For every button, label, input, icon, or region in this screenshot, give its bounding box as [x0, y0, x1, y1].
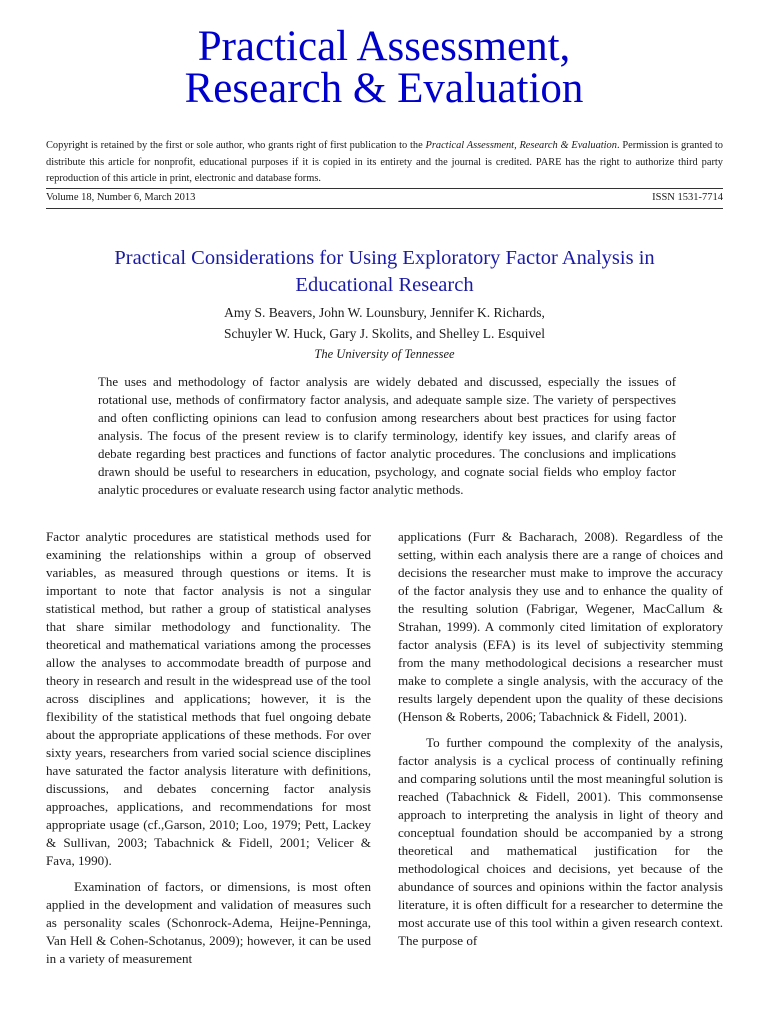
- divider-top: [46, 188, 723, 189]
- article-title: [46, 245, 723, 299]
- author-block: [46, 302, 723, 365]
- body-paragraph: Examination of factors, or dimensions, is most often applied in the development and validation of measures such as personality scales (Schonrock-Adema, Heijne-Penninga, Van Hell & Cohen-Schotanus, 2009); however, it can be used in a variety of measurement: [46, 879, 371, 966]
- journal-title-line-2: Research & Evaluation: [184, 65, 584, 112]
- affiliation: The University of Tennessee: [314, 347, 455, 361]
- article-title-line-1: Practical Considerations for Using Exploratory Factor Analysis in: [114, 247, 655, 269]
- issue-info-row: [46, 190, 723, 206]
- body-paragraph: To further compound the complexity of the analysis, factor analysis is a cyclical process of continually refining and comparing solutions until the most meaningful solution is reached (Tabachnick & Fidell, 2001). This commonsense approach to interpreting the analysis in light of theory and conceptual foundation should be accompanied by a strong theoretical and mathematical justification for the methodological choices and decisions, yet because of the abundance of sources and opinions within the factor analysis literature, it is often difficult for a researcher to determine the most accurate use of this tool within a given research context. The purpose of: [398, 735, 723, 948]
- divider-bottom: [46, 208, 723, 209]
- issn: ISSN 1531-7714: [652, 192, 723, 203]
- journal-title: [0, 23, 768, 112]
- copyright-text-1: Copyright is retained by the first or sole author, who grants right of first publication to the: [46, 140, 426, 151]
- body-column-right: [398, 528, 723, 950]
- copyright-journal-name: Practical Assessment, Research & Evaluation: [425, 140, 617, 151]
- abstract: The uses and methodology of factor analysis are widely debated and discussed, especially the issues of rotational use, methods of confirmatory factor analysis, and adequate sample size. The variety of perspectives and often conflicting opinions can lead to confusion among researchers about best practices for using factor analysis. The focus of the present review is to clarify terminology, identify key issues, and clarify areas of debate regarding best practices and functions of factor analytic procedures. The conclusions and implications drawn should be useful to researchers in education, psychology, and cognate social fields who employ factor analytic procedures or evaluate research using factor analytic methods.: [98, 375, 676, 497]
- authors-line-1: Amy S. Beavers, John W. Lounsbury, Jennifer K. Richards,: [224, 305, 545, 320]
- article-title-line-2: Educational Research: [295, 274, 474, 296]
- copyright-notice: [46, 138, 723, 188]
- body-column-left: [46, 528, 371, 968]
- body-paragraph: Factor analytic procedures are statistical methods used for examining the relationships within a group of observed variables, as measured through questions or items. It is important to note that factor analysis is not a singular statistical method, but rather a group of statistical analyses that share similar methodology and functionality. The theoretical and mathematical variations among the processes allow the analyses to accommodate breadth of purpose and theory in research and result in the widespread use of the tool across disciplines and applications; however, it is the flexibility of the statistical methods that fuel ongoing debate about the appropriate applications of these methods. For over sixty years, researchers from varied social science disciplines have saturated the factor analysis literature with definitions, discussions, and debates concerning factor analysis approaches, applications, and recommendations for most appropriate usage (cf.,Garson, 2010; Loo, 1979; Pett, Lackey & Sullivan, 2003; Tabachnick & Fidell, 2001; Velicer & Fava, 1990).: [46, 529, 371, 868]
- authors-line-2: Schuyler W. Huck, Gary J. Skolits, and Shelley L. Esquivel: [224, 326, 545, 341]
- journal-title-line-1: Practical Assessment,: [197, 23, 571, 70]
- issue-volume: Volume 18, Number 6, March 2013: [46, 192, 196, 203]
- copyright-text-2: . Permission is granted to distribute this article for nonprofit, educational purposes if it is copied in its entirety and the journal is credited. PARE has the right to authorize third party reproduction of this article in print, electronic and database forms.: [46, 140, 724, 184]
- body-paragraph: applications (Furr & Bacharach, 2008). Regardless of the setting, within each analysis there are a range of choices and decisions the researcher must make to improve the accuracy of the factor analysis they use and to enhance the quality of the resulting solution (Fabrigar, Wegener, MacCallum & Strahan, 1999). A commonly cited limitation of exploratory factor analysis (EFA) is its level of subjectivity stemming from the many methodological decisions a researcher must make to complete a single analysis, with the accuracy of the results largely dependent upon the quality of these decisions (Henson & Roberts, 2006; Tabachnick & Fidell, 2001).: [398, 529, 723, 724]
